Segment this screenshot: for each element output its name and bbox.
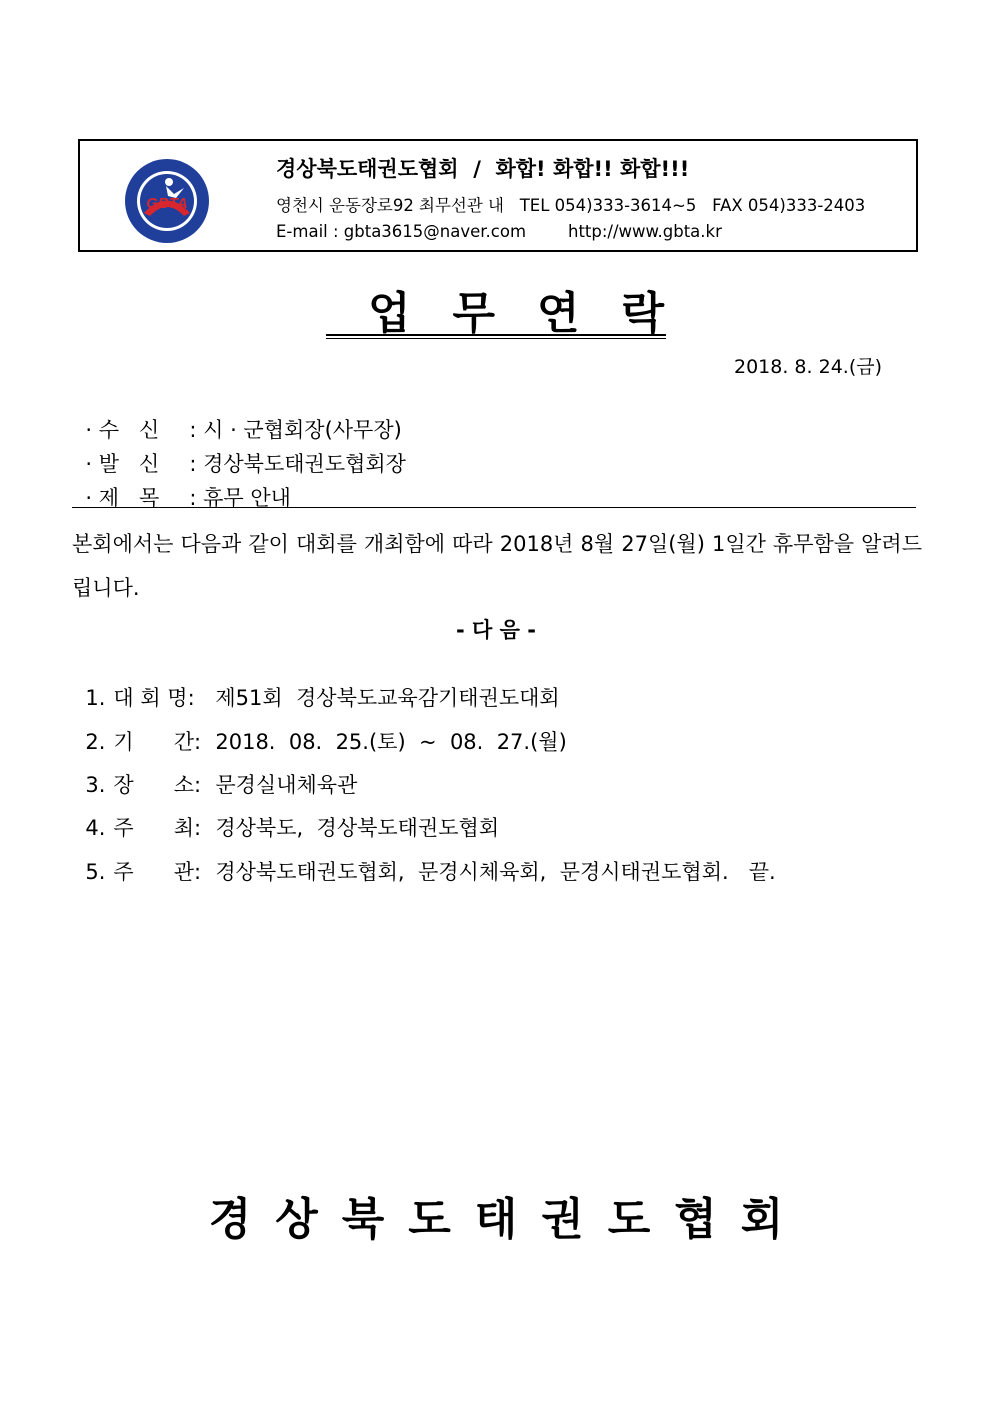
footer-organization: 경상북도태권도협회 bbox=[208, 1194, 808, 1245]
letterhead-contact: E-mail : gbta3615@naver.com http://www.gbta.kr bbox=[276, 222, 722, 241]
body-paragraph: 본회에서는 다음과 같이 대회를 개최함에 따라 2018년 8월 27일(월) 1일간 휴무함을 알려드립니다. bbox=[72, 532, 922, 600]
letterhead-address: 영천시 운동장로92 최무선관 내 TEL 054)333-3614~5 FAX 054)333-2403 bbox=[276, 196, 866, 215]
document-title: 업무연락 bbox=[368, 288, 707, 339]
item-value: 제51회 경상북도교육감기태권도대회 bbox=[215, 686, 560, 710]
item-label: 대 회 명: bbox=[113, 686, 195, 710]
meta-label: · 수 신 bbox=[85, 418, 160, 442]
item-label: 장 소: bbox=[113, 773, 202, 797]
item-value: 2018. 08. 25.(토) ~ 08. 27.(월) bbox=[215, 730, 567, 754]
letterhead-box bbox=[78, 139, 918, 252]
taekwondo-association-emblem-icon bbox=[124, 158, 210, 244]
item-value: 경상북도태권도협회, 문경시체육회, 문경시태권도협회. 끝. bbox=[215, 860, 776, 884]
item-label: 기 간: bbox=[113, 730, 202, 754]
meta-value: : 경상북도태권도협회장 bbox=[189, 452, 406, 476]
svg-text:GBTA: GBTA bbox=[146, 195, 188, 212]
item-number: 5. bbox=[85, 860, 106, 884]
item-number: 2. bbox=[85, 730, 106, 754]
title-underline bbox=[326, 334, 666, 336]
next-heading: - 다 음 - bbox=[456, 618, 536, 642]
meta-label: · 제 목 bbox=[85, 486, 160, 510]
item-number: 3. bbox=[85, 773, 106, 797]
item-label: 주 관: bbox=[113, 860, 202, 884]
document-date: 2018. 8. 24.(금) bbox=[734, 356, 882, 378]
section-divider bbox=[72, 507, 916, 508]
meta-value: : 휴무 안내 bbox=[189, 486, 291, 510]
item-label: 주 최: bbox=[113, 816, 202, 840]
item-value: 경상북도, 경상북도태권도협회 bbox=[215, 816, 500, 840]
list-item bbox=[72, 832, 776, 886]
meta-subject bbox=[72, 458, 291, 512]
title-underline-thin bbox=[326, 338, 666, 339]
letterhead-org-slogan: 경상북도태권도협회 / 화합! 화합!! 화합!!! bbox=[276, 157, 690, 181]
meta-label: · 발 신 bbox=[85, 452, 160, 476]
item-value: 문경실내체육관 bbox=[215, 773, 358, 797]
meta-value: : 시 · 군협회장(사무장) bbox=[189, 418, 402, 442]
item-number: 1. bbox=[85, 686, 106, 710]
item-number: 4. bbox=[85, 816, 106, 840]
